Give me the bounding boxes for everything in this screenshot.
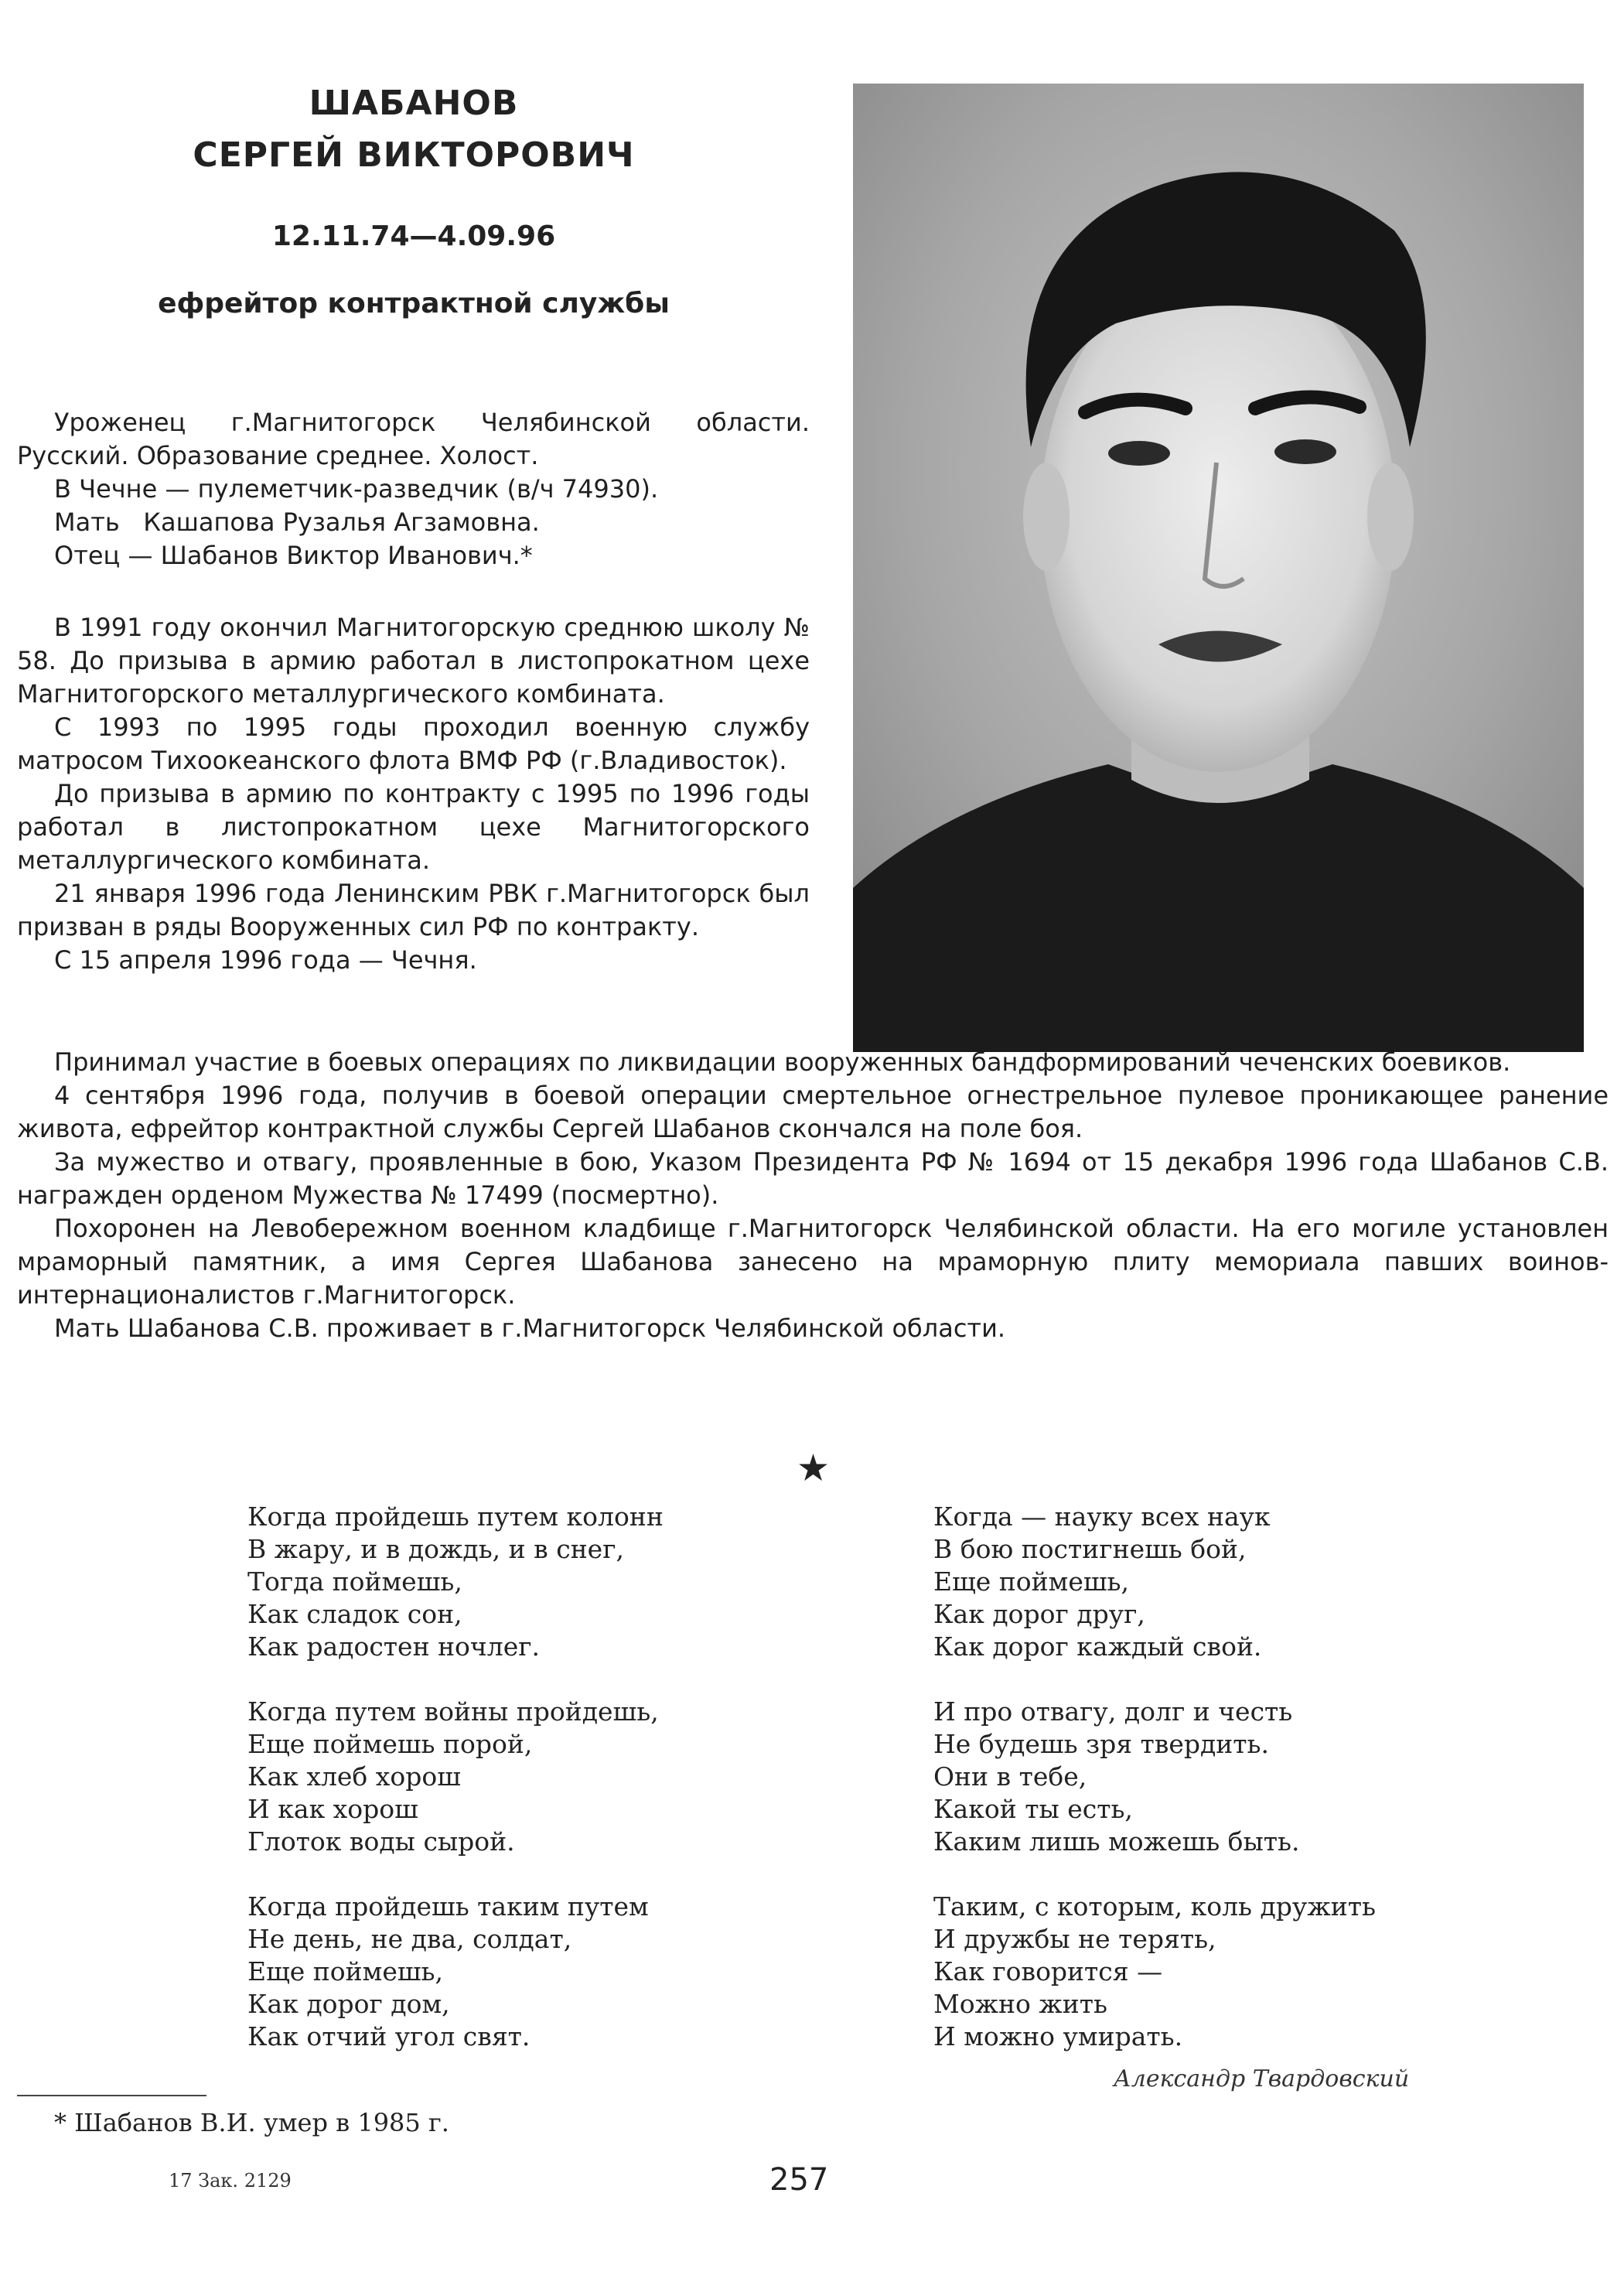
poem-line: И дружбы не терять, [933,1924,1216,1954]
poem-line: Каким лишь можешь быть. [933,1826,1300,1857]
bio-paragraph: 21 января 1996 года Ленинским РВК г.Магнитогорск был призван в ряды Вооруженных сил РФ по контракту. [17,879,810,941]
portrait-photo [853,84,1584,1052]
poem-line: Можно жить [933,1989,1107,2019]
bio-paragraph: Принимал участие в боевых операциях по ликвидации вооруженных бандформирований чеченских боевиков. [54,1047,1511,1077]
military-rank: ефрейтор контрактной службы [158,288,670,319]
poem-line: Еще поймешь порой, [247,1729,533,1759]
poem-left-column [247,1501,789,2086]
poem-line: Как хлеб хорош [247,1761,461,1792]
bio-career [17,611,810,977]
poem-line: Не день, не два, солдат, [247,1924,572,1954]
bio-paragraph: В 1991 году окончил Магнитогорскую среднюю школу № 58. До призыва в армию работал в листопрокатном цехе Магнитогорского металлургического комбината. [17,613,810,709]
poem-line: Когда пройдешь таким путем [247,1891,649,1922]
poem-line: Когда пройдешь путем колонн [247,1501,664,1532]
poem-line: И про отвагу, долг и честь [933,1696,1293,1727]
poem-line: Глоток воды сырой. [247,1826,515,1857]
poem-line: Как радостен ночлег. [247,1631,541,1662]
page-number: 257 [769,2162,829,2198]
poem-stanza [933,1891,1475,2053]
bio-paragraph: Мать Шабанова С.В. проживает в г.Магнитогорск Челябинской области. [54,1314,1006,1343]
bio-service-and-death [17,1046,1609,1345]
print-signature-mark: 17 Зак. 2129 [169,2170,292,2191]
surname: ШАБАНОВ [309,84,519,123]
poem-line: Еще поймешь, [933,1566,1129,1597]
poem-stanza [247,1891,789,2053]
poem-line: Они в тебе, [933,1761,1087,1792]
poem-line: И как хорош [247,1794,418,1824]
poem-stanza [247,1696,789,1858]
poem-line: Как дорог каждый свой. [933,1631,1262,1662]
poem-stanza [247,1501,789,1663]
poem-line: Какой ты есть, [933,1794,1133,1824]
life-dates: 12.11.74—4.09.96 [271,220,556,252]
bio-paragraph: Мать Кашапова Рузалья Агзамовна. [54,507,540,537]
bio-paragraph: Отец — Шабанов Виктор Иванович.* [54,541,533,570]
bio-paragraph: Уроженец г.Магнитогорск Челябинской области. Русский. Образование среднее. Холост. [17,408,810,470]
bio-paragraph: За мужество и отвагу, проявленные в бою, Указом Президента РФ № 1694 от 15 декабря 1996 года Шабанов С.В. награжден орденом Мужества № 17499 (посмертно). [17,1147,1609,1210]
portrait-illustration [853,84,1584,1052]
poem-line: Как дорог дом, [247,1989,450,2019]
poem-line: Таким, с которым, коль дружить [933,1891,1376,1922]
poem-line: Когда путем войны пройдешь, [247,1696,659,1727]
poem-line: Как сладок сон, [247,1599,462,1629]
first-and-patronymic-name: СЕРГЕЙ ВИКТОРОВИЧ [193,135,635,175]
poem-line: Как отчий угол свят. [247,2021,531,2051]
bio-paragraph: Похоронен на Левобережном военном кладбище г.Магнитогорск Челябинской области. На его могиле установлен мраморный памятник, а имя Сергея Шабанова занесено на мраморную плиту мемориала павших воинов-интернационалистов г.Магнитогорск. [17,1214,1609,1310]
poem-stanza [933,1696,1475,1858]
poem-line: Еще поймешь, [247,1956,443,1987]
poem-right-column [933,1501,1475,2086]
poem-line: Когда — науку всех наук [933,1501,1271,1532]
bio-paragraph: С 1993 по 1995 годы проходил военную службу матросом Тихоокеанского флота ВМФ РФ (г.Владивосток). [17,712,810,775]
poem-line: В жару, и в дождь, и в снег, [247,1534,624,1564]
poem-line: Тогда поймешь, [247,1566,462,1597]
poem-line: В бою постигнешь бой, [933,1534,1247,1564]
bio-personal-info [17,406,810,572]
bio-paragraph: 4 сентября 1996 года, получив в боевой операции смертельное огнестрельное пулевое проникающее ранение живота, ефрейтор контрактной службы Сергей Шабанов скончался на поле боя. [17,1081,1609,1143]
poem-line: И можно умирать. [933,2021,1183,2051]
footnote: * Шабанов В.И. умер в 1985 г. [54,2108,449,2137]
bio-paragraph: В Чечне — пулеметчик-разведчик (в/ч 74930). [54,474,659,504]
bio-paragraph: С 15 апреля 1996 года — Чечня. [54,945,477,975]
poem-stanza [933,1501,1475,1663]
bio-paragraph: До призыва в армию по контракту с 1995 по 1996 годы работал в листопрокатном цехе Магнитогорского металлургического комбината. [17,779,810,875]
footnote-divider [17,2095,206,2096]
poem-author: Александр Твардовский [1114,2065,1410,2092]
poem-line: Как дорог друг, [933,1599,1145,1629]
poem-line: Как говорится — [933,1956,1163,1987]
star-icon: ★ [797,1447,831,1490]
poem-line: Не будешь зря твердить. [933,1729,1270,1759]
